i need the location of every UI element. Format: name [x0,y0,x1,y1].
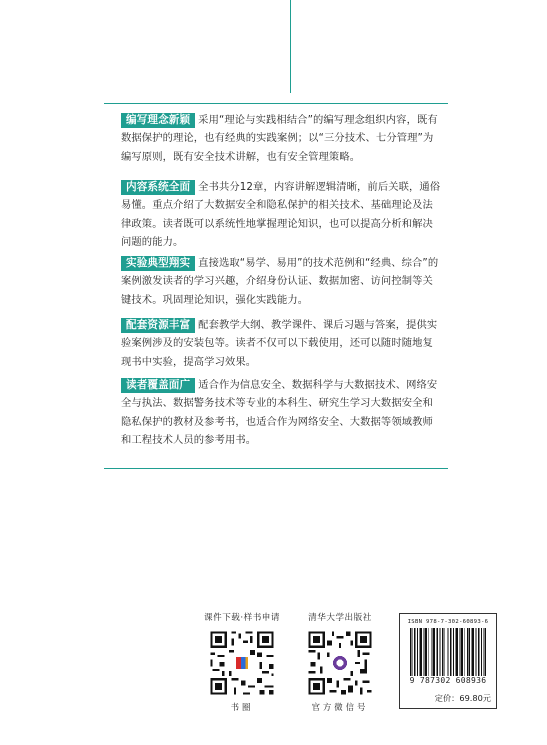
qr-code-icon[interactable] [208,629,276,697]
features-box [104,103,448,469]
feature-section [121,316,443,371]
feature-tag: 编写理念新颖 [121,113,195,128]
feature-tag: 实验典型翔实 [121,256,195,271]
feature-tag: 内容系统全面 [121,180,195,195]
feature-text: 直接选取“易学、易用”的技术范例和“经典、综合”的案例激发读者的学习兴趣，介绍身份认证、数据加密、访问控制等关键技术。巩固理论知识，强化实践能力。 [121,257,439,306]
feature-text: 采用“理论与实践相结合”的编写理念组织内容，既有数据保护的理论，也有经典的实践案例；以“三分技术、七分管理”为编写原则，既有安全技术讲解，也有安全管理策略。 [121,114,438,163]
feature-section [121,254,443,309]
feature-tag: 读者覆盖面广 [121,378,195,393]
barcode-number: 9 787302 608936 [404,676,492,685]
isbn-barcode-box [399,613,497,709]
spine-line [290,0,291,93]
qr-code-icon[interactable] [306,629,374,697]
qr-caption: 书圈 [230,702,254,712]
qr-caption: 官方微信号 [311,702,369,712]
feature-section [121,111,443,166]
feature-text: 全书共分12章，内容讲解逻辑清晰，前后关联，通俗易懂。重点介绍了大数据安全和隐私保护的相关技术、基础理论及法律政策。读者既可以系统性地掌握理论知识，也可以提高分析和解决问题的能力。 [121,181,441,249]
qr-block-courseware [196,613,288,713]
feature-text: 适合作为信息安全、数据科学与大数据技术、网络安全与执法、数据警务技术等专业的本科生、研究生学习大数据安全和隐私保护的教材及参考书，也适合作为网络安全、大数据等领域教师和工程技术人员的参考用书。 [121,379,438,447]
feature-tag: 配套资源丰富 [121,318,195,333]
qr-title: 课件下载·样书申请 [204,613,280,623]
price-label: 定价：69.80元 [434,693,491,703]
feature-section [121,376,443,450]
feature-text: 配套教学大纲、教学课件、课后习题与答案，提供实验案例涉及的安装包等。读者不仅可以下载使用，还可以随时随地复现书中实验，提高学习效果。 [121,319,438,368]
qr-title: 清华大学出版社 [308,613,372,623]
isbn-label: ISBN 978-7-302-60893-6 [407,619,489,625]
qr-block-publisher [294,613,386,713]
feature-section [121,178,443,252]
